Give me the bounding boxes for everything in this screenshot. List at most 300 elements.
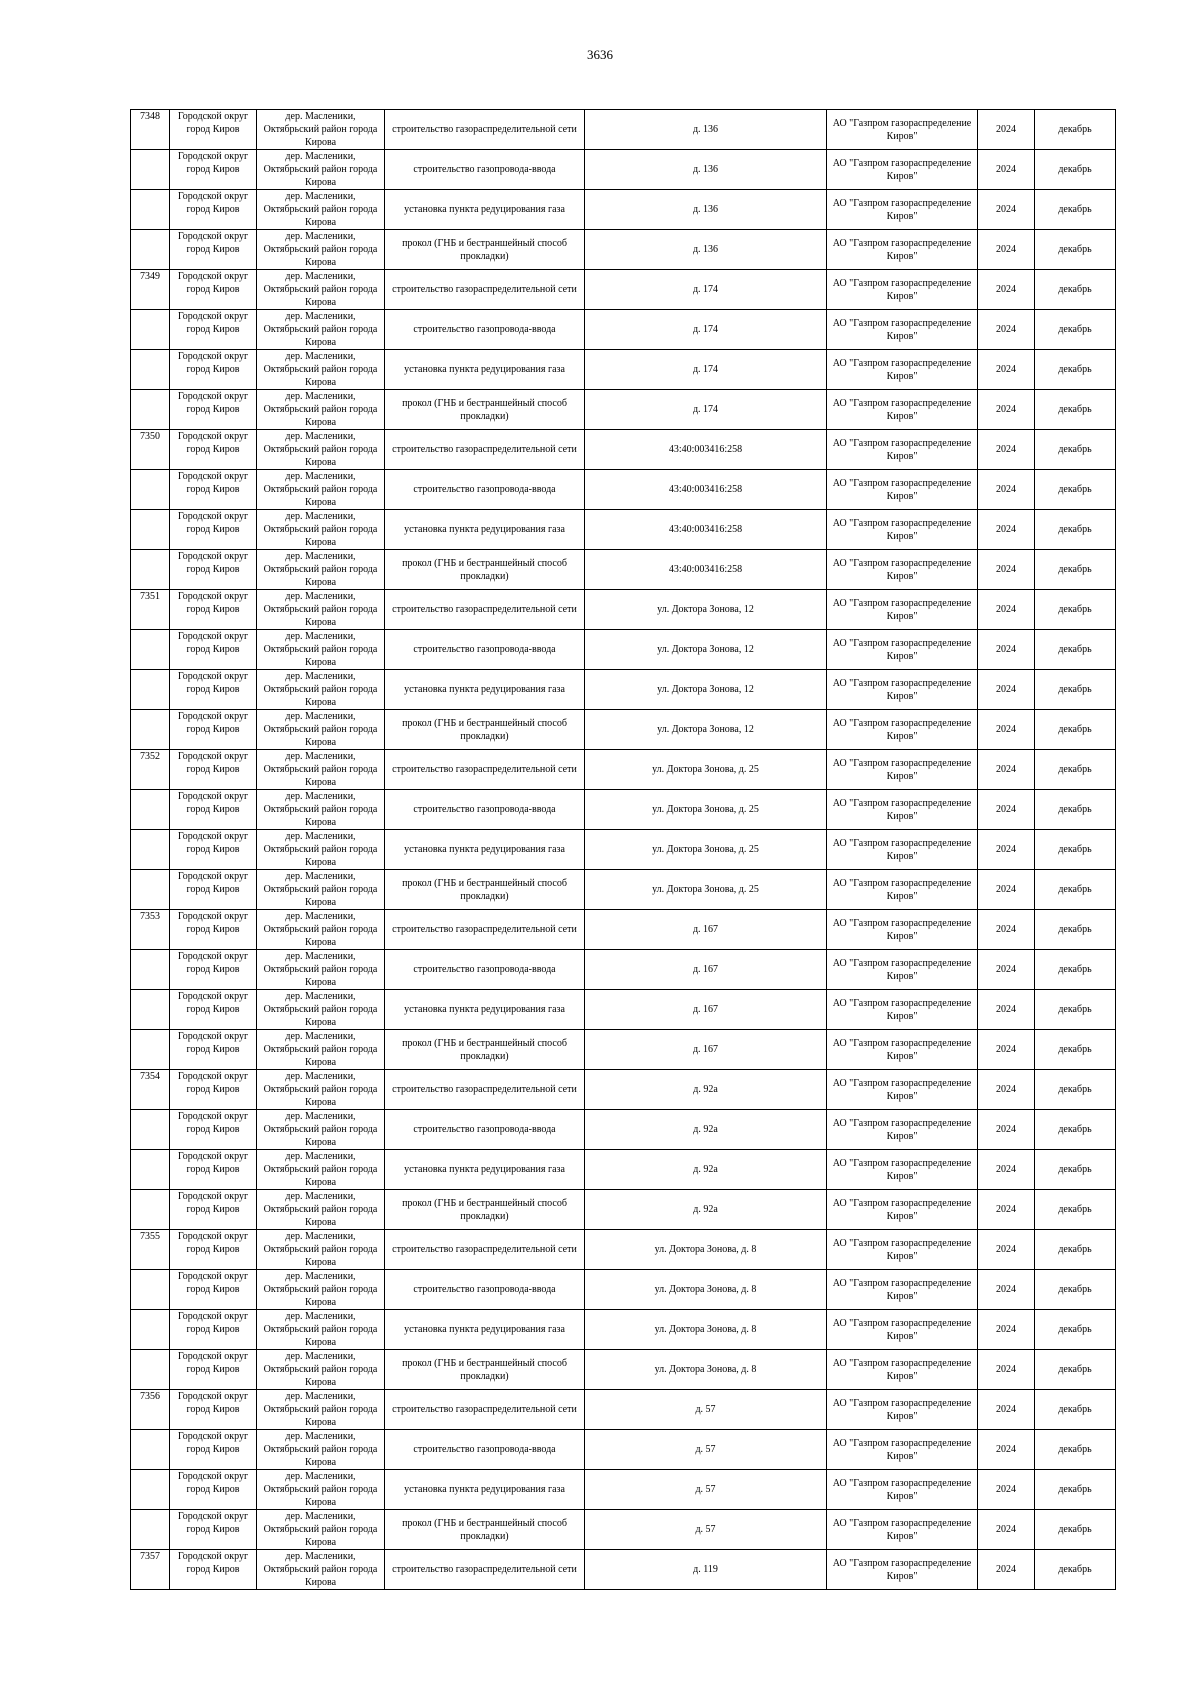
work-type-cell: строительство газораспределительной сети: [385, 430, 585, 470]
month-cell: декабрь: [1035, 230, 1116, 270]
year-cell: 2024: [978, 990, 1035, 1030]
work-type-cell: прокол (ГНБ и бестраншейный способ прокладки): [385, 1510, 585, 1550]
work-type-cell: строительство газопровода-ввода: [385, 310, 585, 350]
municipality-cell: Городской округ город Киров: [170, 1150, 257, 1190]
organization-cell: АО "Газпром газораспределение Киров": [827, 550, 978, 590]
address-cell: д. 119: [585, 1550, 827, 1590]
organization-cell: АО "Газпром газораспределение Киров": [827, 1350, 978, 1390]
locality-cell: дер. Масленики, Октябрьский район города Кирова: [257, 1390, 385, 1430]
table-row: [131, 270, 1116, 310]
year-cell: 2024: [978, 1510, 1035, 1550]
row-number: [131, 150, 170, 190]
municipality-cell: Городской округ город Киров: [170, 230, 257, 270]
year-cell: 2024: [978, 230, 1035, 270]
organization-cell: АО "Газпром газораспределение Киров": [827, 350, 978, 390]
locality-cell: дер. Масленики, Октябрьский район города Кирова: [257, 990, 385, 1030]
month-cell: декабрь: [1035, 550, 1116, 590]
row-number: 7357: [131, 1550, 170, 1590]
organization-cell: АО "Газпром газораспределение Киров": [827, 510, 978, 550]
municipality-cell: Городской округ город Киров: [170, 1550, 257, 1590]
table-row: [131, 590, 1116, 630]
row-number: 7350: [131, 430, 170, 470]
row-number: [131, 670, 170, 710]
year-cell: 2024: [978, 1070, 1035, 1110]
work-type-cell: строительство газопровода-ввода: [385, 790, 585, 830]
locality-cell: дер. Масленики, Октябрьский район города Кирова: [257, 1430, 385, 1470]
locality-cell: дер. Масленики, Октябрьский район города Кирова: [257, 590, 385, 630]
year-cell: 2024: [978, 110, 1035, 150]
row-number: [131, 1110, 170, 1150]
table-row: [131, 190, 1116, 230]
year-cell: 2024: [978, 830, 1035, 870]
organization-cell: АО "Газпром газораспределение Киров": [827, 1550, 978, 1590]
municipality-cell: Городской округ город Киров: [170, 870, 257, 910]
year-cell: 2024: [978, 1230, 1035, 1270]
work-type-cell: строительство газопровода-ввода: [385, 630, 585, 670]
organization-cell: АО "Газпром газораспределение Киров": [827, 190, 978, 230]
table-row: [131, 150, 1116, 190]
organization-cell: АО "Газпром газораспределение Киров": [827, 1230, 978, 1270]
year-cell: 2024: [978, 870, 1035, 910]
organization-cell: АО "Газпром газораспределение Киров": [827, 230, 978, 270]
table-row: [131, 310, 1116, 350]
table-row: [131, 790, 1116, 830]
work-type-cell: установка пункта редуцирования газа: [385, 670, 585, 710]
month-cell: декабрь: [1035, 750, 1116, 790]
municipality-cell: Городской округ город Киров: [170, 790, 257, 830]
table-row: [131, 230, 1116, 270]
address-cell: д. 57: [585, 1390, 827, 1430]
month-cell: декабрь: [1035, 390, 1116, 430]
address-cell: 43:40:003416:258: [585, 550, 827, 590]
address-cell: ул. Доктора Зонова, 12: [585, 630, 827, 670]
municipality-cell: Городской округ город Киров: [170, 430, 257, 470]
municipality-cell: Городской округ город Киров: [170, 510, 257, 550]
year-cell: 2024: [978, 790, 1035, 830]
address-cell: д. 167: [585, 950, 827, 990]
organization-cell: АО "Газпром газораспределение Киров": [827, 1190, 978, 1230]
municipality-cell: Городской округ город Киров: [170, 830, 257, 870]
year-cell: 2024: [978, 470, 1035, 510]
address-cell: 43:40:003416:258: [585, 430, 827, 470]
month-cell: декабрь: [1035, 190, 1116, 230]
locality-cell: дер. Масленики, Октябрьский район города Кирова: [257, 630, 385, 670]
row-number: [131, 190, 170, 230]
locality-cell: дер. Масленики, Октябрьский район города Кирова: [257, 150, 385, 190]
row-number: [131, 350, 170, 390]
row-number: [131, 950, 170, 990]
municipality-cell: Городской округ город Киров: [170, 1430, 257, 1470]
organization-cell: АО "Газпром газораспределение Киров": [827, 870, 978, 910]
row-number: [131, 1030, 170, 1070]
address-cell: ул. Доктора Зонова, д. 25: [585, 870, 827, 910]
address-cell: ул. Доктора Зонова, д. 25: [585, 750, 827, 790]
organization-cell: АО "Газпром газораспределение Киров": [827, 1030, 978, 1070]
organization-cell: АО "Газпром газораспределение Киров": [827, 990, 978, 1030]
year-cell: 2024: [978, 1350, 1035, 1390]
work-type-cell: строительство газораспределительной сети: [385, 1390, 585, 1430]
address-cell: д. 92а: [585, 1070, 827, 1110]
address-cell: ул. Доктора Зонова, 12: [585, 710, 827, 750]
locality-cell: дер. Масленики, Октябрьский район города Кирова: [257, 230, 385, 270]
year-cell: 2024: [978, 1430, 1035, 1470]
organization-cell: АО "Газпром газораспределение Киров": [827, 1430, 978, 1470]
month-cell: декабрь: [1035, 1430, 1116, 1470]
organization-cell: АО "Газпром газораспределение Киров": [827, 310, 978, 350]
row-number: [131, 1470, 170, 1510]
municipality-cell: Городской округ город Киров: [170, 1510, 257, 1550]
locality-cell: дер. Масленики, Октябрьский район города Кирова: [257, 870, 385, 910]
row-number: [131, 550, 170, 590]
table-row: [131, 470, 1116, 510]
work-type-cell: установка пункта редуцирования газа: [385, 1310, 585, 1350]
year-cell: 2024: [978, 1470, 1035, 1510]
table-row: [131, 750, 1116, 790]
month-cell: декабрь: [1035, 510, 1116, 550]
table-row: [131, 1030, 1116, 1070]
table-row: [131, 1270, 1116, 1310]
table-row: [131, 550, 1116, 590]
month-cell: декабрь: [1035, 910, 1116, 950]
row-number: [131, 630, 170, 670]
work-type-cell: строительство газопровода-ввода: [385, 150, 585, 190]
address-cell: д. 174: [585, 350, 827, 390]
address-cell: д. 136: [585, 150, 827, 190]
organization-cell: АО "Газпром газораспределение Киров": [827, 790, 978, 830]
locality-cell: дер. Масленики, Октябрьский район города Кирова: [257, 1190, 385, 1230]
locality-cell: дер. Масленики, Октябрьский район города Кирова: [257, 190, 385, 230]
work-type-cell: установка пункта редуцирования газа: [385, 830, 585, 870]
row-number: 7348: [131, 110, 170, 150]
month-cell: декабрь: [1035, 1550, 1116, 1590]
address-cell: д. 174: [585, 390, 827, 430]
organization-cell: АО "Газпром газораспределение Киров": [827, 670, 978, 710]
table-row: [131, 910, 1116, 950]
locality-cell: дер. Масленики, Октябрьский район города Кирова: [257, 1550, 385, 1590]
address-cell: д. 92а: [585, 1150, 827, 1190]
table-row: [131, 390, 1116, 430]
table-row: [131, 710, 1116, 750]
municipality-cell: Городской округ город Киров: [170, 710, 257, 750]
row-number: [131, 870, 170, 910]
municipality-cell: Городской округ город Киров: [170, 1110, 257, 1150]
work-type-cell: строительство газораспределительной сети: [385, 110, 585, 150]
locality-cell: дер. Масленики, Октябрьский район города Кирова: [257, 1470, 385, 1510]
organization-cell: АО "Газпром газораспределение Киров": [827, 430, 978, 470]
municipality-cell: Городской округ город Киров: [170, 630, 257, 670]
address-cell: ул. Доктора Зонова, д. 8: [585, 1350, 827, 1390]
year-cell: 2024: [978, 430, 1035, 470]
month-cell: декабрь: [1035, 310, 1116, 350]
table-row: [131, 430, 1116, 470]
month-cell: декабрь: [1035, 470, 1116, 510]
organization-cell: АО "Газпром газораспределение Киров": [827, 390, 978, 430]
table-row: [131, 830, 1116, 870]
address-cell: ул. Доктора Зонова, д. 25: [585, 790, 827, 830]
year-cell: 2024: [978, 910, 1035, 950]
organization-cell: АО "Газпром газораспределение Киров": [827, 1310, 978, 1350]
year-cell: 2024: [978, 710, 1035, 750]
month-cell: декабрь: [1035, 1150, 1116, 1190]
row-number: [131, 510, 170, 550]
table-row: [131, 630, 1116, 670]
work-type-cell: строительство газопровода-ввода: [385, 950, 585, 990]
table-row: [131, 1470, 1116, 1510]
organization-cell: АО "Газпром газораспределение Киров": [827, 950, 978, 990]
work-type-cell: строительство газораспределительной сети: [385, 590, 585, 630]
work-type-cell: строительство газораспределительной сети: [385, 1070, 585, 1110]
organization-cell: АО "Газпром газораспределение Киров": [827, 470, 978, 510]
month-cell: декабрь: [1035, 110, 1116, 150]
address-cell: д. 57: [585, 1510, 827, 1550]
organization-cell: АО "Газпром газораспределение Киров": [827, 1510, 978, 1550]
locality-cell: дер. Масленики, Октябрьский район города Кирова: [257, 470, 385, 510]
month-cell: декабрь: [1035, 350, 1116, 390]
address-cell: ул. Доктора Зонова, д. 8: [585, 1230, 827, 1270]
work-type-cell: прокол (ГНБ и бестраншейный способ прокладки): [385, 390, 585, 430]
month-cell: декабрь: [1035, 670, 1116, 710]
locality-cell: дер. Масленики, Октябрьский район города Кирова: [257, 1230, 385, 1270]
month-cell: декабрь: [1035, 1230, 1116, 1270]
organization-cell: АО "Газпром газораспределение Киров": [827, 710, 978, 750]
work-type-cell: строительство газораспределительной сети: [385, 1550, 585, 1590]
locality-cell: дер. Масленики, Октябрьский район города Кирова: [257, 950, 385, 990]
month-cell: декабрь: [1035, 830, 1116, 870]
address-cell: д. 136: [585, 230, 827, 270]
locality-cell: дер. Масленики, Октябрьский район города Кирова: [257, 750, 385, 790]
table-row: [131, 1190, 1116, 1230]
table-row: [131, 1110, 1116, 1150]
organization-cell: АО "Газпром газораспределение Киров": [827, 630, 978, 670]
municipality-cell: Городской округ город Киров: [170, 390, 257, 430]
locality-cell: дер. Масленики, Октябрьский район города Кирова: [257, 1350, 385, 1390]
year-cell: 2024: [978, 1190, 1035, 1230]
row-number: [131, 1150, 170, 1190]
month-cell: декабрь: [1035, 950, 1116, 990]
table-row: [131, 950, 1116, 990]
table-row: [131, 510, 1116, 550]
municipality-cell: Городской округ город Киров: [170, 350, 257, 390]
organization-cell: АО "Газпром газораспределение Киров": [827, 1110, 978, 1150]
locality-cell: дер. Масленики, Октябрьский район города Кирова: [257, 710, 385, 750]
address-cell: ул. Доктора Зонова, д. 25: [585, 830, 827, 870]
address-cell: д. 57: [585, 1430, 827, 1470]
table-row: [131, 870, 1116, 910]
year-cell: 2024: [978, 190, 1035, 230]
year-cell: 2024: [978, 1270, 1035, 1310]
year-cell: 2024: [978, 1550, 1035, 1590]
municipality-cell: Городской округ город Киров: [170, 910, 257, 950]
month-cell: декабрь: [1035, 1030, 1116, 1070]
locality-cell: дер. Масленики, Октябрьский район города Кирова: [257, 830, 385, 870]
row-number: 7356: [131, 1390, 170, 1430]
municipality-cell: Городской округ город Киров: [170, 150, 257, 190]
row-number: [131, 830, 170, 870]
address-cell: ул. Доктора Зонова, д. 8: [585, 1310, 827, 1350]
month-cell: декабрь: [1035, 630, 1116, 670]
year-cell: 2024: [978, 270, 1035, 310]
municipality-cell: Городской округ город Киров: [170, 270, 257, 310]
locality-cell: дер. Масленики, Октябрьский район города Кирова: [257, 1510, 385, 1550]
municipality-cell: Городской округ город Киров: [170, 1310, 257, 1350]
year-cell: 2024: [978, 670, 1035, 710]
locality-cell: дер. Масленики, Октябрьский район города Кирова: [257, 390, 385, 430]
locality-cell: дер. Масленики, Октябрьский район города Кирова: [257, 790, 385, 830]
month-cell: декабрь: [1035, 430, 1116, 470]
row-number: [131, 310, 170, 350]
address-cell: д. 167: [585, 1030, 827, 1070]
municipality-cell: Городской округ город Киров: [170, 1030, 257, 1070]
row-number: [131, 790, 170, 830]
locality-cell: дер. Масленики, Октябрьский район города Кирова: [257, 550, 385, 590]
year-cell: 2024: [978, 350, 1035, 390]
municipality-cell: Городской округ город Киров: [170, 190, 257, 230]
locality-cell: дер. Масленики, Октябрьский район города Кирова: [257, 670, 385, 710]
year-cell: 2024: [978, 1390, 1035, 1430]
table-row: [131, 990, 1116, 1030]
organization-cell: АО "Газпром газораспределение Киров": [827, 1150, 978, 1190]
row-number: [131, 1430, 170, 1470]
month-cell: декабрь: [1035, 1270, 1116, 1310]
month-cell: декабрь: [1035, 1310, 1116, 1350]
municipality-cell: Городской округ город Киров: [170, 990, 257, 1030]
row-number: 7349: [131, 270, 170, 310]
page-number: 3636: [587, 47, 613, 62]
municipality-cell: Городской округ город Киров: [170, 750, 257, 790]
municipality-cell: Городской округ город Киров: [170, 1390, 257, 1430]
work-type-cell: прокол (ГНБ и бестраншейный способ прокладки): [385, 550, 585, 590]
year-cell: 2024: [978, 510, 1035, 550]
work-type-cell: строительство газораспределительной сети: [385, 910, 585, 950]
locality-cell: дер. Масленики, Октябрьский район города Кирова: [257, 1310, 385, 1350]
locality-cell: дер. Масленики, Октябрьский район города Кирова: [257, 310, 385, 350]
work-type-cell: строительство газопровода-ввода: [385, 1270, 585, 1310]
work-type-cell: строительство газопровода-ввода: [385, 470, 585, 510]
row-number: [131, 1510, 170, 1550]
table-row: [131, 1510, 1116, 1550]
table-row: [131, 1430, 1116, 1470]
table-row: [131, 1550, 1116, 1590]
locality-cell: дер. Масленики, Октябрьский район города Кирова: [257, 1110, 385, 1150]
table-row: [131, 670, 1116, 710]
address-cell: д. 174: [585, 310, 827, 350]
municipality-cell: Городской округ город Киров: [170, 670, 257, 710]
work-type-cell: прокол (ГНБ и бестраншейный способ прокладки): [385, 870, 585, 910]
year-cell: 2024: [978, 1310, 1035, 1350]
address-cell: ул. Доктора Зонова, д. 8: [585, 1270, 827, 1310]
year-cell: 2024: [978, 750, 1035, 790]
table-row: [131, 1390, 1116, 1430]
address-cell: д. 167: [585, 910, 827, 950]
row-number: [131, 1190, 170, 1230]
row-number: [131, 1310, 170, 1350]
year-cell: 2024: [978, 630, 1035, 670]
year-cell: 2024: [978, 950, 1035, 990]
row-number: [131, 230, 170, 270]
address-cell: ул. Доктора Зонова, 12: [585, 670, 827, 710]
month-cell: декабрь: [1035, 1070, 1116, 1110]
municipality-cell: Городской округ город Киров: [170, 590, 257, 630]
municipality-cell: Городской округ город Киров: [170, 310, 257, 350]
locality-cell: дер. Масленики, Октябрьский район города Кирова: [257, 350, 385, 390]
month-cell: декабрь: [1035, 990, 1116, 1030]
address-cell: д. 92а: [585, 1190, 827, 1230]
address-cell: д. 174: [585, 270, 827, 310]
organization-cell: АО "Газпром газораспределение Киров": [827, 1390, 978, 1430]
work-type-cell: установка пункта редуцирования газа: [385, 510, 585, 550]
month-cell: декабрь: [1035, 150, 1116, 190]
row-number: [131, 390, 170, 430]
municipality-cell: Городской округ город Киров: [170, 950, 257, 990]
work-type-cell: прокол (ГНБ и бестраншейный способ прокладки): [385, 1190, 585, 1230]
year-cell: 2024: [978, 1150, 1035, 1190]
locality-cell: дер. Масленики, Октябрьский район города Кирова: [257, 510, 385, 550]
month-cell: декабрь: [1035, 590, 1116, 630]
table-body: [131, 110, 1116, 1590]
locality-cell: дер. Масленики, Октябрьский район города Кирова: [257, 910, 385, 950]
organization-cell: АО "Газпром газораспределение Киров": [827, 1070, 978, 1110]
organization-cell: АО "Газпром газораспределение Киров": [827, 750, 978, 790]
row-number: 7351: [131, 590, 170, 630]
organization-cell: АО "Газпром газораспределение Киров": [827, 1470, 978, 1510]
work-type-cell: строительство газораспределительной сети: [385, 750, 585, 790]
year-cell: 2024: [978, 550, 1035, 590]
month-cell: декабрь: [1035, 1470, 1116, 1510]
address-cell: 43:40:003416:258: [585, 470, 827, 510]
municipality-cell: Городской округ город Киров: [170, 1070, 257, 1110]
month-cell: декабрь: [1035, 1390, 1116, 1430]
work-type-cell: прокол (ГНБ и бестраншейный способ прокладки): [385, 710, 585, 750]
year-cell: 2024: [978, 310, 1035, 350]
row-number: [131, 1350, 170, 1390]
locality-cell: дер. Масленики, Октябрьский район города Кирова: [257, 1150, 385, 1190]
table-row: [131, 1350, 1116, 1390]
municipality-cell: Городской округ город Киров: [170, 470, 257, 510]
month-cell: декабрь: [1035, 1350, 1116, 1390]
work-type-cell: строительство газопровода-ввода: [385, 1110, 585, 1150]
year-cell: 2024: [978, 1030, 1035, 1070]
year-cell: 2024: [978, 390, 1035, 430]
address-cell: д. 136: [585, 190, 827, 230]
organization-cell: АО "Газпром газораспределение Киров": [827, 270, 978, 310]
address-cell: ул. Доктора Зонова, 12: [585, 590, 827, 630]
work-type-cell: установка пункта редуцирования газа: [385, 1470, 585, 1510]
organization-cell: АО "Газпром газораспределение Киров": [827, 1270, 978, 1310]
row-number: 7354: [131, 1070, 170, 1110]
work-type-cell: прокол (ГНБ и бестраншейный способ прокладки): [385, 230, 585, 270]
address-cell: д. 136: [585, 110, 827, 150]
work-type-cell: прокол (ГНБ и бестраншейный способ прокладки): [385, 1030, 585, 1070]
work-type-cell: установка пункта редуцирования газа: [385, 190, 585, 230]
row-number: [131, 710, 170, 750]
work-type-cell: строительство газораспределительной сети: [385, 1230, 585, 1270]
work-type-cell: установка пункта редуцирования газа: [385, 350, 585, 390]
gasification-table: [130, 109, 1116, 1590]
year-cell: 2024: [978, 150, 1035, 190]
municipality-cell: Городской округ город Киров: [170, 550, 257, 590]
table-row: [131, 110, 1116, 150]
month-cell: декабрь: [1035, 1110, 1116, 1150]
organization-cell: АО "Газпром газораспределение Киров": [827, 150, 978, 190]
month-cell: декабрь: [1035, 1190, 1116, 1230]
address-cell: д. 57: [585, 1470, 827, 1510]
municipality-cell: Городской округ город Киров: [170, 1190, 257, 1230]
locality-cell: дер. Масленики, Октябрьский район города Кирова: [257, 1030, 385, 1070]
month-cell: декабрь: [1035, 710, 1116, 750]
year-cell: 2024: [978, 590, 1035, 630]
locality-cell: дер. Масленики, Октябрьский район города Кирова: [257, 1270, 385, 1310]
month-cell: декабрь: [1035, 790, 1116, 830]
